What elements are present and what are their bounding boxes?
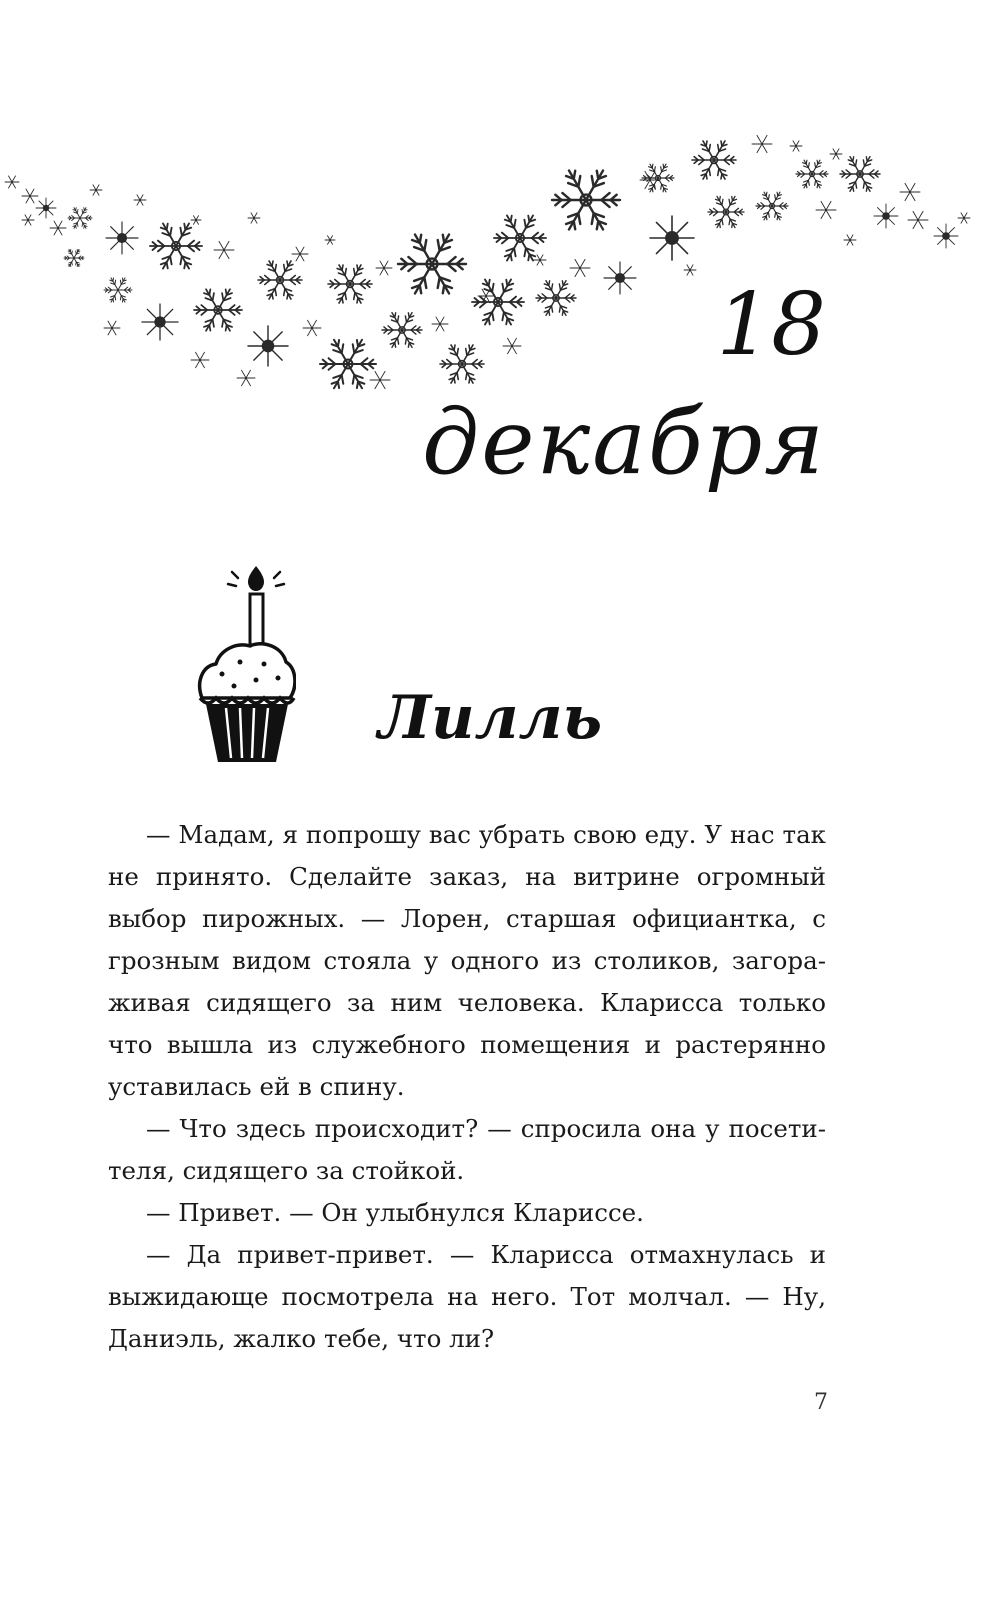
snowflake-icon bbox=[816, 201, 836, 218]
snowflake-icon bbox=[604, 262, 636, 294]
snowflake-icon bbox=[303, 320, 321, 336]
narrator-name: Лилль bbox=[378, 683, 603, 753]
snowflake-icon bbox=[472, 279, 524, 324]
snowflake-icon bbox=[325, 236, 335, 245]
snowflake-icon bbox=[756, 192, 788, 220]
snowflake-icon bbox=[104, 278, 132, 302]
snowflake-icon bbox=[642, 164, 674, 192]
snowflake-icon bbox=[440, 345, 484, 383]
paragraph: — Что здесь происходит? — спросила она у посетителя, сидящего за стойкой. bbox=[108, 1114, 826, 1185]
snowflake-icon bbox=[64, 249, 84, 266]
snowflake-icon bbox=[570, 259, 590, 276]
text-body bbox=[108, 814, 826, 1360]
snowflake-icon bbox=[106, 222, 138, 254]
snowflake-icon bbox=[104, 321, 120, 335]
snowflake-icon bbox=[5, 176, 19, 188]
snowflake-icon bbox=[874, 204, 898, 228]
chapter-day: 18 bbox=[716, 275, 826, 375]
paragraph: — Да привет-привет. — Кларисса отмахнулась и выжидающе посмотрела на него. Тот молчал. — Ну, Даниэль, жалко тебе, что ли? bbox=[108, 1240, 826, 1353]
snowflake-icon bbox=[900, 183, 920, 200]
snowflake-icon bbox=[830, 149, 842, 159]
page-number: 7 bbox=[814, 1390, 828, 1415]
snowflake-icon bbox=[22, 189, 38, 203]
snowflake-icon bbox=[191, 352, 209, 368]
snowflake-icon bbox=[214, 241, 234, 258]
cupcake-candle-icon bbox=[196, 566, 296, 766]
snowflake-icon bbox=[150, 223, 202, 268]
snowflake-icon bbox=[790, 141, 802, 151]
snowflake-icon bbox=[552, 171, 620, 230]
snowflake-icon bbox=[68, 208, 92, 229]
snowflake-icon bbox=[752, 135, 772, 152]
snowflake-icon bbox=[320, 340, 376, 389]
snowflake-icon bbox=[258, 261, 302, 299]
chapter-month: декабря bbox=[422, 390, 826, 495]
snowflake-icon bbox=[50, 221, 66, 235]
snowflake-icon bbox=[36, 198, 56, 218]
snowflake-icon bbox=[503, 338, 521, 354]
snowflake-icon bbox=[708, 196, 744, 227]
snowflake-icon bbox=[191, 216, 201, 225]
snowflake-icon bbox=[376, 261, 392, 275]
snowflake-icon bbox=[494, 215, 546, 260]
snowflake-icon bbox=[142, 304, 178, 340]
snowflake-icon bbox=[90, 185, 102, 195]
snowflake-icon bbox=[796, 160, 828, 188]
snowflake-icon bbox=[650, 216, 694, 260]
snowflake-icon bbox=[248, 326, 288, 366]
snowflake-icon bbox=[382, 313, 422, 348]
snowflake-icon bbox=[292, 247, 308, 261]
paragraph: — Привет. — Он улыбнулся Клариссе. bbox=[146, 1198, 644, 1227]
snowflake-icon bbox=[432, 317, 448, 331]
snowflake-icon bbox=[237, 370, 255, 386]
snowflake-icon bbox=[370, 371, 390, 388]
snowflake-icon bbox=[684, 265, 696, 275]
snowflake-icon bbox=[134, 195, 146, 205]
paragraph: — Мадам, я попрошу вас убрать свою еду. У нас так не принято. Сделайте заказ, на витрине огромный выбор пирожных. — Лорен, старшая официантка, с грозным видом стояла у одного из столиков, загораживая сидящего за ним человека. Кларисса только что вышла из служебного помещения и растерянно уставилась ей в спину. bbox=[108, 820, 826, 1101]
snowflake-icon bbox=[536, 281, 576, 316]
snowflake-icon bbox=[840, 157, 880, 192]
snowflake-icon bbox=[248, 213, 260, 223]
snowflake-icon bbox=[934, 224, 958, 248]
snowflake-icon bbox=[398, 235, 466, 294]
snowflake-icon bbox=[328, 265, 372, 303]
snowflake-icon bbox=[22, 215, 34, 225]
snowflake-icon bbox=[194, 289, 242, 331]
snowflake-icon bbox=[692, 141, 736, 179]
snowflake-icon bbox=[908, 211, 928, 228]
snowflake-icon bbox=[844, 235, 856, 245]
snowflake-icon bbox=[958, 213, 970, 223]
